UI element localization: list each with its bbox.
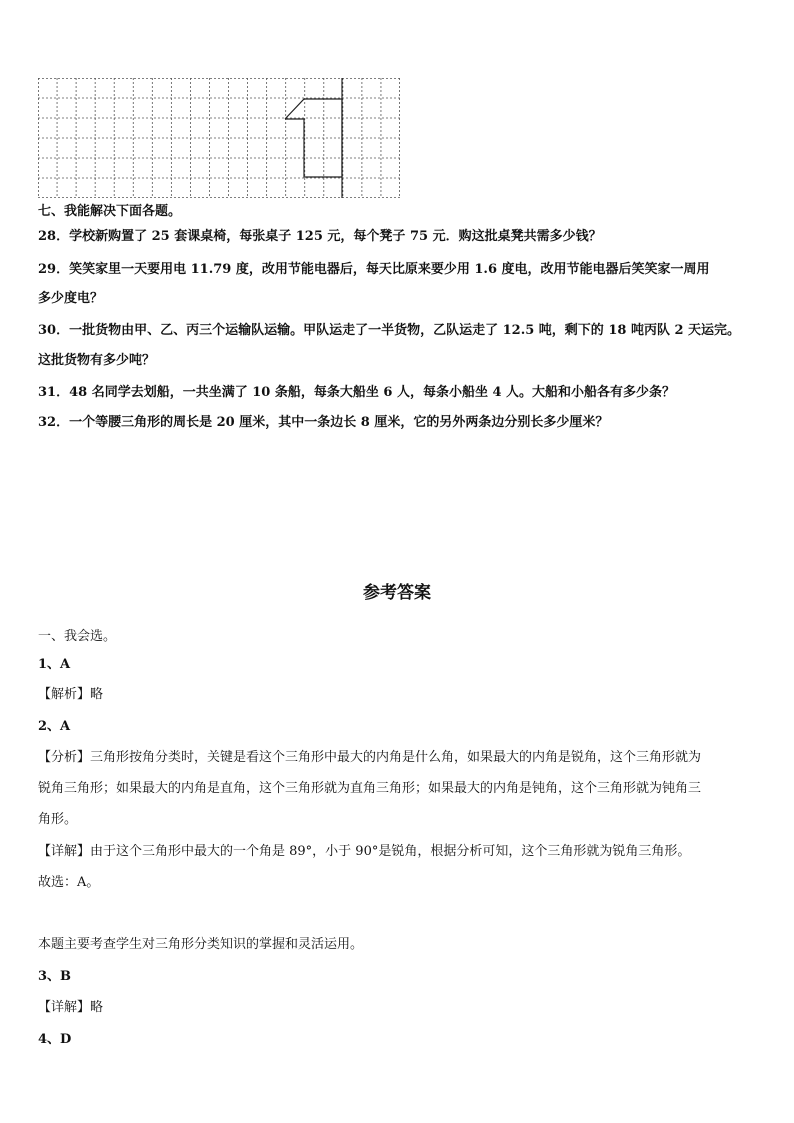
question-32: 32．一个等腰三角形的周长是 20 厘米，其中一条边长 8 厘米，它的另外两条边分别长多少厘米？ [38,415,609,430]
question-29-line2: 多少度电？ [38,291,104,306]
answer-1-note: 【解析】略 [38,687,104,702]
question-29-line1: 29．笑笑家里一天要用电 11.79 度，改用节能电器后，每天比原来要少用 1.6 度电，改用节能电器后笑笑家一周用 [38,262,710,277]
answer-2-detail: 【详解】由于这个三角形中最大的一个角是 89°，小于 90°是锐角，根据分析可知，这个三角形就为锐角三角形。 [38,844,691,859]
question-28: 28．学校新购置了 25 套课桌椅，每张桌子 125 元，每个凳子 75 元．购这批桌凳共需多少钱？ [38,229,602,244]
answer-2-analysis-2: 锐角三角形；如果最大的内角是直角，这个三角形就为直角三角形；如果最大的内角是钝角，这个三角形就为钝角三 [38,781,702,796]
answer-2-analysis-3: 角形。 [38,812,78,827]
answer-3: 3、B [38,969,72,984]
answer-2: 2、A [38,719,71,734]
section7-heading: 七、我能解决下面各题。 [38,204,182,219]
answer-4: 4、D [38,1032,72,1047]
answers-section1: 一、我会选。 [38,629,117,644]
answer-2-choice: 故选：A。 [38,875,100,890]
answer-1: 1、A [38,657,71,672]
answer-2-analysis-1: 【分析】三角形按角分类时，关键是看这个三角形中最大的内角是什么角，如果最大的内角是锐角，这个三角形就为 [38,750,702,765]
question-30-line2: 这批货物有多少吨？ [38,353,156,368]
question-30-line1: 30．一批货物由甲、乙、丙三个运输队运输。甲队运走了一半货物，乙队运走了 12.5 吨，剩下的 18 吨丙队 2 天运完。 [38,323,741,338]
answer-2-summary: 本题主要考查学生对三角形分类知识的掌握和灵活运用。 [38,937,364,952]
question-31: 31．48 名同学去划船，一共坐满了 10 条船，每条大船坐 6 人，每条小船坐 4 人。大船和小船各有多少条？ [38,385,676,400]
answers-title: 参考答案 [363,583,431,603]
grid-svg [38,78,400,198]
figure-shape [285,99,342,177]
answer-3-note: 【详解】略 [38,1000,104,1015]
grid-figure [38,78,400,198]
